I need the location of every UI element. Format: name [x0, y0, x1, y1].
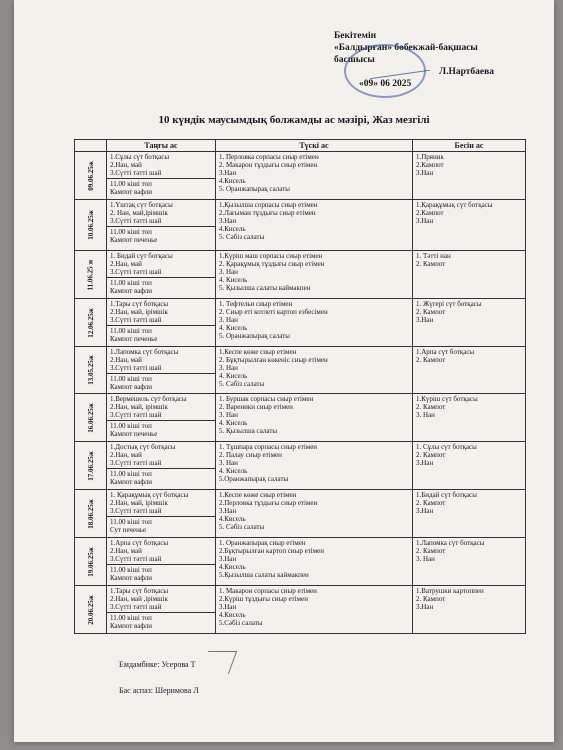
lunch-item: 4. Кисель — [218, 276, 248, 284]
header-breakfast: Таңғы ас — [106, 140, 215, 152]
lunch-item: 2. Палау сиыр етімен — [218, 451, 282, 459]
row-date-label: 20.06.25ж — [86, 594, 95, 625]
nurse-signature — [200, 651, 237, 674]
row-date-label: 17.06.25ж — [86, 450, 95, 481]
lunch-item: 5. Сәбіз салаты — [218, 523, 265, 531]
afternoon-item: 3. Нан — [415, 411, 435, 419]
lunch-item: 3.Нан — [218, 169, 237, 177]
row-date-label: 11.06.25 ж — [86, 259, 95, 290]
row-date-label: 18.06.25ж — [86, 498, 95, 529]
snack-items — [107, 421, 215, 439]
breakfast-items — [107, 152, 215, 179]
breakfast-item: 2.Нан, май, ірімшік — [109, 308, 168, 316]
table-row — [75, 394, 526, 442]
snack-items — [107, 565, 215, 583]
breakfast-item: 3.Сүтті тәтті шай — [109, 459, 162, 467]
afternoon-item: 1.Лапомка сүт ботқасы — [415, 539, 485, 547]
lunch-item: 3. Нан — [218, 411, 238, 419]
breakfast-items — [107, 490, 215, 517]
lunch-item: 2. Бұқтырылған көкеніс сиыр етімен — [218, 356, 328, 364]
afternoon-item: 1. Сұлы сүт ботқасы — [415, 443, 477, 451]
lunch-item: 3. Нан — [218, 268, 238, 276]
lunch-item: 5.Сәбіз салаты — [218, 619, 263, 627]
afternoon-item: 3. Нан — [415, 555, 435, 563]
snack-item: 11.00 кіші топ — [109, 375, 152, 383]
lunch-cell — [215, 200, 412, 251]
afternoon-item: 1.Бидай сүт ботқасы — [415, 491, 477, 499]
snack-items — [107, 517, 215, 535]
breakfast-cell — [106, 347, 215, 394]
breakfast-cell — [106, 538, 215, 586]
lunch-item: 5.Оранжапырақ салаты — [218, 475, 289, 483]
afternoon-cell — [412, 347, 525, 394]
snack-items — [107, 613, 215, 631]
afternoon-item: 2. Кампот — [415, 547, 446, 555]
breakfast-items — [107, 200, 215, 227]
row-date — [75, 394, 107, 442]
snack-item: Кампот вафли — [109, 383, 152, 391]
lunch-item: 2.Күріш тұздығы сиыр етімен — [218, 595, 308, 603]
row-date — [75, 538, 107, 586]
lunch-item: 2.Бұқтырылған картоп сиыр етімен — [218, 547, 325, 555]
afternoon-cell — [412, 251, 525, 299]
lunch-item: 4.Кисель — [218, 225, 246, 233]
afternoon-item: 2. Кампот — [415, 499, 446, 507]
snack-items — [107, 469, 215, 487]
lunch-item: 1. Макарон сорпасы сиыр етімен — [218, 587, 317, 595]
afternoon-item: 3.Нан — [415, 459, 434, 467]
snack-item: 11.00 кіші топ — [109, 518, 152, 526]
breakfast-items — [107, 394, 215, 421]
afternoon-cell — [412, 152, 525, 200]
breakfast-cell — [106, 586, 215, 634]
breakfast-item: 2.Нан, май — [109, 161, 142, 169]
breakfast-cell — [106, 299, 215, 347]
lunch-item: 4. Кисель — [218, 467, 248, 475]
afternoon-item: 3.Нан — [415, 169, 434, 177]
breakfast-item: 2.Нан, май, ірімшік — [109, 403, 168, 411]
lunch-cell — [215, 299, 412, 347]
breakfast-item: 2.Нан, май, ірімшік — [109, 499, 168, 507]
afternoon-item: 1.Арпа сүт ботқасы — [415, 348, 475, 356]
table-row — [75, 538, 526, 586]
afternoon-cell — [412, 299, 525, 347]
breakfast-cell — [106, 200, 215, 251]
lunch-item: 4. Кисель — [218, 324, 248, 332]
row-date — [75, 490, 107, 538]
snack-items — [107, 278, 215, 296]
snack-items — [107, 374, 215, 392]
row-date-label: 19.06.25ж — [86, 546, 95, 577]
table-row — [75, 251, 526, 299]
lunch-cell — [215, 490, 412, 538]
snack-item: 11.00 кіші топ — [109, 228, 152, 236]
breakfast-items — [107, 586, 215, 613]
lunch-item: 1.Кеспе көже сиыр етімен — [218, 491, 297, 499]
table-row — [75, 200, 526, 251]
lunch-item: 4. Кисель — [218, 372, 248, 380]
afternoon-item: 1.Қарақұмық сүт ботқасы — [415, 201, 493, 209]
breakfast-item: 2.Нан, май — [109, 356, 142, 364]
lunch-cell — [215, 586, 412, 634]
afternoon-item: 3.Нан — [415, 316, 434, 324]
row-date — [75, 442, 107, 490]
lunch-item: 2. Макарон тұздығы сиыр етімен — [218, 161, 318, 169]
lunch-item: 5. Қызылша салаты — [218, 427, 278, 435]
lunch-item: 1.Күріш маш сорпасы сиыр етімен — [218, 252, 323, 260]
snack-item: 11.00 кіші топ — [109, 180, 152, 188]
snack-item: Кампот вафли — [109, 622, 152, 630]
lunch-item: 4.Кисель — [218, 563, 246, 571]
afternoon-cell — [412, 586, 525, 634]
breakfast-item: 1.Сұлы сүт ботқасы — [109, 153, 170, 161]
snack-item: Кампот вафли — [109, 188, 152, 196]
breakfast-item: 1. Қарақұмық сүт ботқасы — [109, 491, 189, 499]
breakfast-item: 3.Сүтті тәтті шай — [109, 507, 162, 515]
breakfast-item: 3.Сүтті тәтті шай — [109, 316, 162, 324]
lunch-item: 5. Қызылша салаты каймакпен — [218, 284, 311, 292]
cook-signature-line: Бас аспаз: Шеримова Л — [119, 686, 199, 695]
snack-item: Кампот печенье — [109, 430, 158, 438]
breakfast-cell — [106, 490, 215, 538]
snack-item: 11.00 кіші топ — [109, 566, 152, 574]
breakfast-cell — [106, 251, 215, 299]
afternoon-item: 3.Нан — [415, 217, 434, 225]
menu-table — [74, 139, 526, 634]
afternoon-item: 2. Кампот — [415, 595, 446, 603]
afternoon-item: 2. Кампот — [415, 308, 446, 316]
afternoon-item: 2. Кампот — [415, 356, 446, 364]
breakfast-cell — [106, 152, 215, 200]
lunch-item: 4.Кисель — [218, 611, 246, 619]
row-date-label: 16.06.25ж — [86, 402, 95, 433]
lunch-item: 4.Кисель — [218, 515, 246, 523]
afternoon-cell — [412, 200, 525, 251]
lunch-item: 1. Оранжапырақ сиыр етімен — [218, 539, 306, 547]
approval-position: басшысы — [334, 55, 375, 65]
breakfast-items — [107, 299, 215, 326]
nurse-signature-line: Емдамбике: Усерова Т — [119, 660, 196, 669]
breakfast-item: 1. Бидай сүт ботқасы — [109, 252, 173, 260]
breakfast-item: 1.Арпа сүт ботқасы — [109, 539, 169, 547]
breakfast-item: 3.Сүтті тәтті шай — [109, 169, 162, 177]
afternoon-item: 3.Нан — [415, 603, 434, 611]
breakfast-item: 1.Вермешель сүт ботқасы — [109, 395, 187, 403]
lunch-item: 3.Нан — [218, 217, 237, 225]
snack-item: 11.00 кіші топ — [109, 279, 152, 287]
breakfast-item: 2.Нан, май ,ірімшік — [109, 595, 168, 603]
breakfast-item: 3.Сүтті тәтті шай — [109, 268, 162, 276]
row-date-label: 13.05.25ж — [86, 355, 95, 385]
snack-items — [107, 326, 215, 344]
snack-item: Кампот вафли — [109, 478, 152, 486]
afternoon-item: 2. Кампот — [415, 260, 446, 268]
lunch-item: 2.Лағыман тұздығы сиыр етімен — [218, 209, 316, 217]
row-date-label: 10.06.25ж — [86, 210, 95, 240]
lunch-cell — [215, 347, 412, 394]
snack-item: Кампот вафли — [109, 574, 152, 582]
lunch-item: 5.Қызылша салаты каймакпен — [218, 571, 309, 579]
breakfast-items — [107, 442, 215, 469]
snack-item: 11.00 кіші топ — [109, 422, 152, 430]
row-date — [75, 299, 107, 347]
afternoon-item: 2. Кампот — [415, 403, 446, 411]
lunch-item: 3. Нан — [218, 316, 238, 324]
afternoon-cell — [412, 442, 525, 490]
lunch-item: 3. Нан — [218, 364, 238, 372]
snack-item: 11.00 кіші топ — [109, 470, 152, 478]
lunch-item: 3.Нан — [218, 555, 237, 563]
table-row — [75, 586, 526, 634]
breakfast-item: 2.Нан, май — [109, 260, 142, 268]
snack-item: Кампот печенье — [109, 236, 158, 244]
afternoon-cell — [412, 538, 525, 586]
lunch-item: 1. Тұшпара сорпасы сиыр етімен — [218, 443, 318, 451]
lunch-item: 1. Перловка сорпасы сиыр етімен — [218, 153, 319, 161]
snack-item: 11.00 кіші топ — [109, 327, 152, 335]
afternoon-item: 2.Кампот — [415, 161, 444, 169]
lunch-item: 2.Перловка тұздығы сиыр етімен — [218, 499, 318, 507]
snack-item: Кампот печенье — [109, 335, 158, 343]
breakfast-item: 1.Үштақ сүт ботқасы — [109, 201, 173, 209]
table-row — [75, 152, 526, 200]
row-date — [75, 200, 107, 251]
breakfast-items — [107, 347, 215, 374]
afternoon-item: 2. Кампот — [415, 451, 446, 459]
afternoon-item: 1. Жүгері сүт ботқасы — [415, 300, 482, 308]
snack-item: 11.00 кіші топ — [109, 614, 152, 622]
header-afternoon: Бесін ас — [412, 140, 525, 152]
table-row — [75, 442, 526, 490]
lunch-cell — [215, 442, 412, 490]
row-date — [75, 586, 107, 634]
lunch-item: 5. Оранжапырақ салаты — [218, 185, 290, 193]
breakfast-item: 2.Нан, май — [109, 451, 142, 459]
snack-item: Сут печенье — [109, 526, 147, 534]
breakfast-item: 1.Тары сүт ботқасы — [109, 587, 169, 595]
row-date-label: 12.06.25ж — [86, 307, 95, 338]
lunch-item: 1. Тефтельи сиыр етімен — [218, 300, 293, 308]
header-lunch: Түскі ас — [215, 140, 412, 152]
afternoon-cell — [412, 490, 525, 538]
afternoon-item: 1.Күріш сүт ботқасы — [415, 395, 478, 403]
breakfast-item: 3.Сүтті тәтті шай — [109, 411, 162, 419]
breakfast-items — [107, 538, 215, 565]
table-row — [75, 490, 526, 538]
approval-date: «09» 06 2025 — [359, 79, 412, 89]
breakfast-item: 2.Нан, май — [109, 547, 142, 555]
lunch-item: 1.Кеспе көже сиыр етімен — [218, 348, 297, 356]
header-date — [75, 140, 107, 152]
breakfast-item: 3.Сүтті тәтті шай — [109, 364, 162, 372]
lunch-item: 1.Қызылша сорпасы сиыр етімен — [218, 201, 318, 209]
snack-items — [107, 179, 215, 197]
lunch-item: 5. Сәбіз салаты — [218, 233, 265, 241]
approval-org: «Балдырған» бөбекжай-бақшасы — [334, 43, 478, 53]
breakfast-item: 1.Тары сүт ботқасы — [109, 300, 169, 308]
table-row — [75, 347, 526, 394]
breakfast-cell — [106, 394, 215, 442]
afternoon-item: 2.Кампот — [415, 209, 444, 217]
lunch-item: 3. Нан — [218, 459, 238, 467]
row-date — [75, 251, 107, 299]
row-date-label: 09.06.25ж — [86, 160, 95, 191]
document-page — [14, 0, 554, 742]
breakfast-item: 1.Достық сүт ботқасы — [109, 443, 176, 451]
breakfast-item: 3.Сүтті тәтті шай — [109, 555, 162, 563]
breakfast-item: 3.Сүтті тәтті шай — [109, 603, 162, 611]
lunch-item: 2. Қарақұмық тұздығы сиыр етімен — [218, 260, 325, 268]
breakfast-item: 3.Сүтті тәтті шай — [109, 217, 162, 225]
afternoon-cell — [412, 394, 525, 442]
lunch-item: 2. Сиыр еті котлеті картоп езбесімен — [218, 308, 328, 316]
approval-heading: Бекітемін — [334, 31, 377, 41]
header-row — [75, 140, 526, 152]
lunch-item: 3.Нан — [218, 507, 237, 515]
lunch-item: 4.Кисель — [218, 177, 246, 185]
breakfast-item: 2. Нан, май,ірімшік — [109, 209, 168, 217]
afternoon-item: 1. Тәтті нан — [415, 252, 451, 260]
lunch-item: 1. Буршак сорпасы сиыр етімен — [218, 395, 314, 403]
table-row — [75, 299, 526, 347]
breakfast-items — [107, 251, 215, 278]
lunch-cell — [215, 152, 412, 200]
afternoon-item: 1.Пряник — [415, 153, 444, 161]
lunch-cell — [215, 538, 412, 586]
afternoon-item: 1.Ватрушки картоппен — [415, 587, 484, 595]
lunch-item: 3.Нан — [218, 603, 237, 611]
breakfast-item: 1.Лапомка сүт ботқасы — [109, 348, 179, 356]
snack-item: Кампот вафли — [109, 287, 152, 295]
lunch-item: 5. Сәбіз салаты — [218, 380, 265, 388]
lunch-cell — [215, 394, 412, 442]
breakfast-cell — [106, 442, 215, 490]
lunch-item: 5. Оранжапырақ салаты — [218, 332, 290, 340]
row-date — [75, 152, 107, 200]
approval-name: Л.Нартбаева — [439, 67, 495, 77]
lunch-item: 4. Кисель — [218, 419, 248, 427]
lunch-cell — [215, 251, 412, 299]
row-date — [75, 347, 107, 394]
snack-items — [107, 227, 215, 245]
afternoon-item: 3.Нан — [415, 507, 434, 515]
lunch-item: 2. Вареники сиыр етімен — [218, 403, 293, 411]
document-title: 10 күндік маусымдық болжамды ас мәзірі, Жаз мезгілі — [158, 114, 430, 126]
